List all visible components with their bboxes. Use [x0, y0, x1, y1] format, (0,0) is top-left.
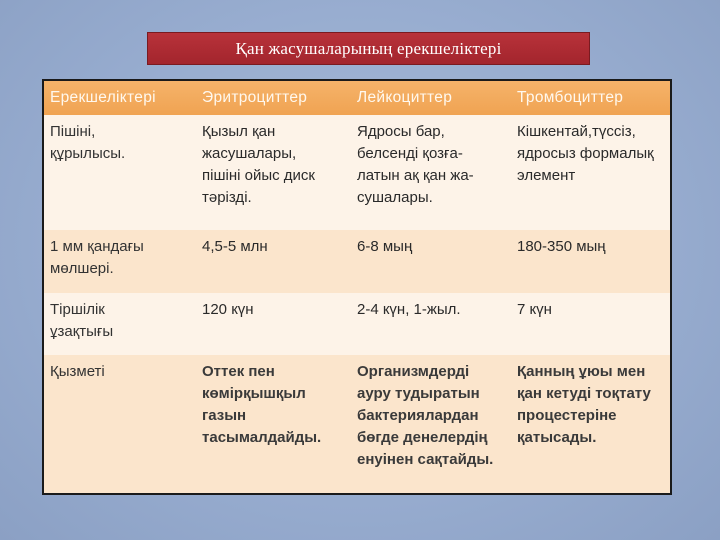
table-cell: Организмдерді ауру тудыратын бактериялардан бөгде денелердің енуінен сақтайды. [351, 355, 511, 493]
row-label-shape: Пішіні, құрылысы. [44, 115, 196, 230]
row-label-lifespan: Тіршілік ұзақтығы [44, 293, 196, 355]
table-cell: Қанның ұюы мен қан кетуді тоқтату процестеріне қатысады. [511, 355, 670, 493]
header-cell-erythrocytes: Эритроциттер [196, 81, 351, 115]
table-cell: Ядросы бар, белсенді қозға- латын ақ қан жа- сушалары. [351, 115, 511, 230]
header-cell-leukocytes: Лейкоциттер [351, 81, 511, 115]
table-grid [44, 81, 670, 493]
slide-title: Қан жасушаларының ерекшеліктері [147, 32, 590, 65]
row-label-count: 1 мм қандағы мөлшері. [44, 230, 196, 293]
table-cell: Кішкентай,түссіз, ядросыз формалық элемент [511, 115, 670, 230]
table-cell: 4,5-5 млн [196, 230, 351, 293]
row-label-function: Қызметі [44, 355, 196, 493]
table-cell: 120 күн [196, 293, 351, 355]
table-cell: Оттек пен көмірқышқыл газын тасымалдайды. [196, 355, 351, 493]
header-cell-thrombocytes: Тромбоциттер [511, 81, 670, 115]
header-cell-features: Ерекшеліктері [44, 81, 196, 115]
table-cell: 6-8 мың [351, 230, 511, 293]
table-cell: 7 күн [511, 293, 670, 355]
comparison-table [42, 79, 672, 495]
table-cell: 2-4 күн, 1-жыл. [351, 293, 511, 355]
table-cell: Қызыл қан жасушалары, пішіні ойыс диск тәрізді. [196, 115, 351, 230]
table-cell: 180-350 мың [511, 230, 670, 293]
